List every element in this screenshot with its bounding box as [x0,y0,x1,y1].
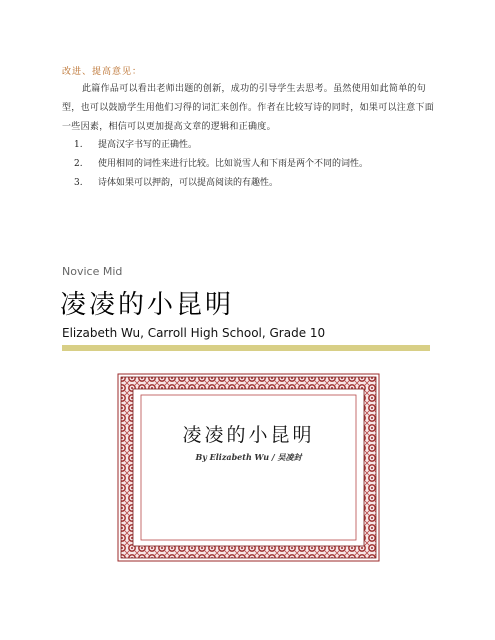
certificate-title: 凌凌的小昆明 [182,424,315,446]
list-item [62,155,442,174]
list-item-number: 2. [74,159,83,169]
divider [62,345,430,351]
ornate-border-icon [117,373,380,562]
feedback-heading: 改进、提高意见： [62,67,143,77]
list-item-number: 3. [74,178,83,188]
list-item-text: 提高汉字书写的正确性。 [98,140,198,150]
list-item-text: 诗体如果可以押韵，可以提高阅读的有趣性。 [98,178,279,188]
byline: Elizabeth Wu, Carroll High School, Grade 10 [62,326,326,340]
suggestion-list [62,136,442,193]
certificate-author: By Elizabeth Wu / 吴凌封 [195,452,302,462]
list-item-number: 1. [74,140,83,150]
certificate-image [117,373,380,562]
piece-title: 凌凌的小昆明 [60,290,235,320]
feedback-paragraph: 此篇作品可以看出老师出题的创新，成功的引导学生去思考。虽然使用如此简单的句型，也可以鼓励学生用他们习得的词汇来创作。作者在比较写诗的同时，如果可以注意下面一些因素，相信可以更加提高文章的逻辑和正确度。 [62,84,435,132]
list-item [62,136,442,155]
section-label: Novice Mid [62,265,123,278]
list-item-text: 使用相同的词性来进行比较。比如说雪人和下雨是两个不同的词性。 [98,159,369,169]
list-item [62,174,442,193]
